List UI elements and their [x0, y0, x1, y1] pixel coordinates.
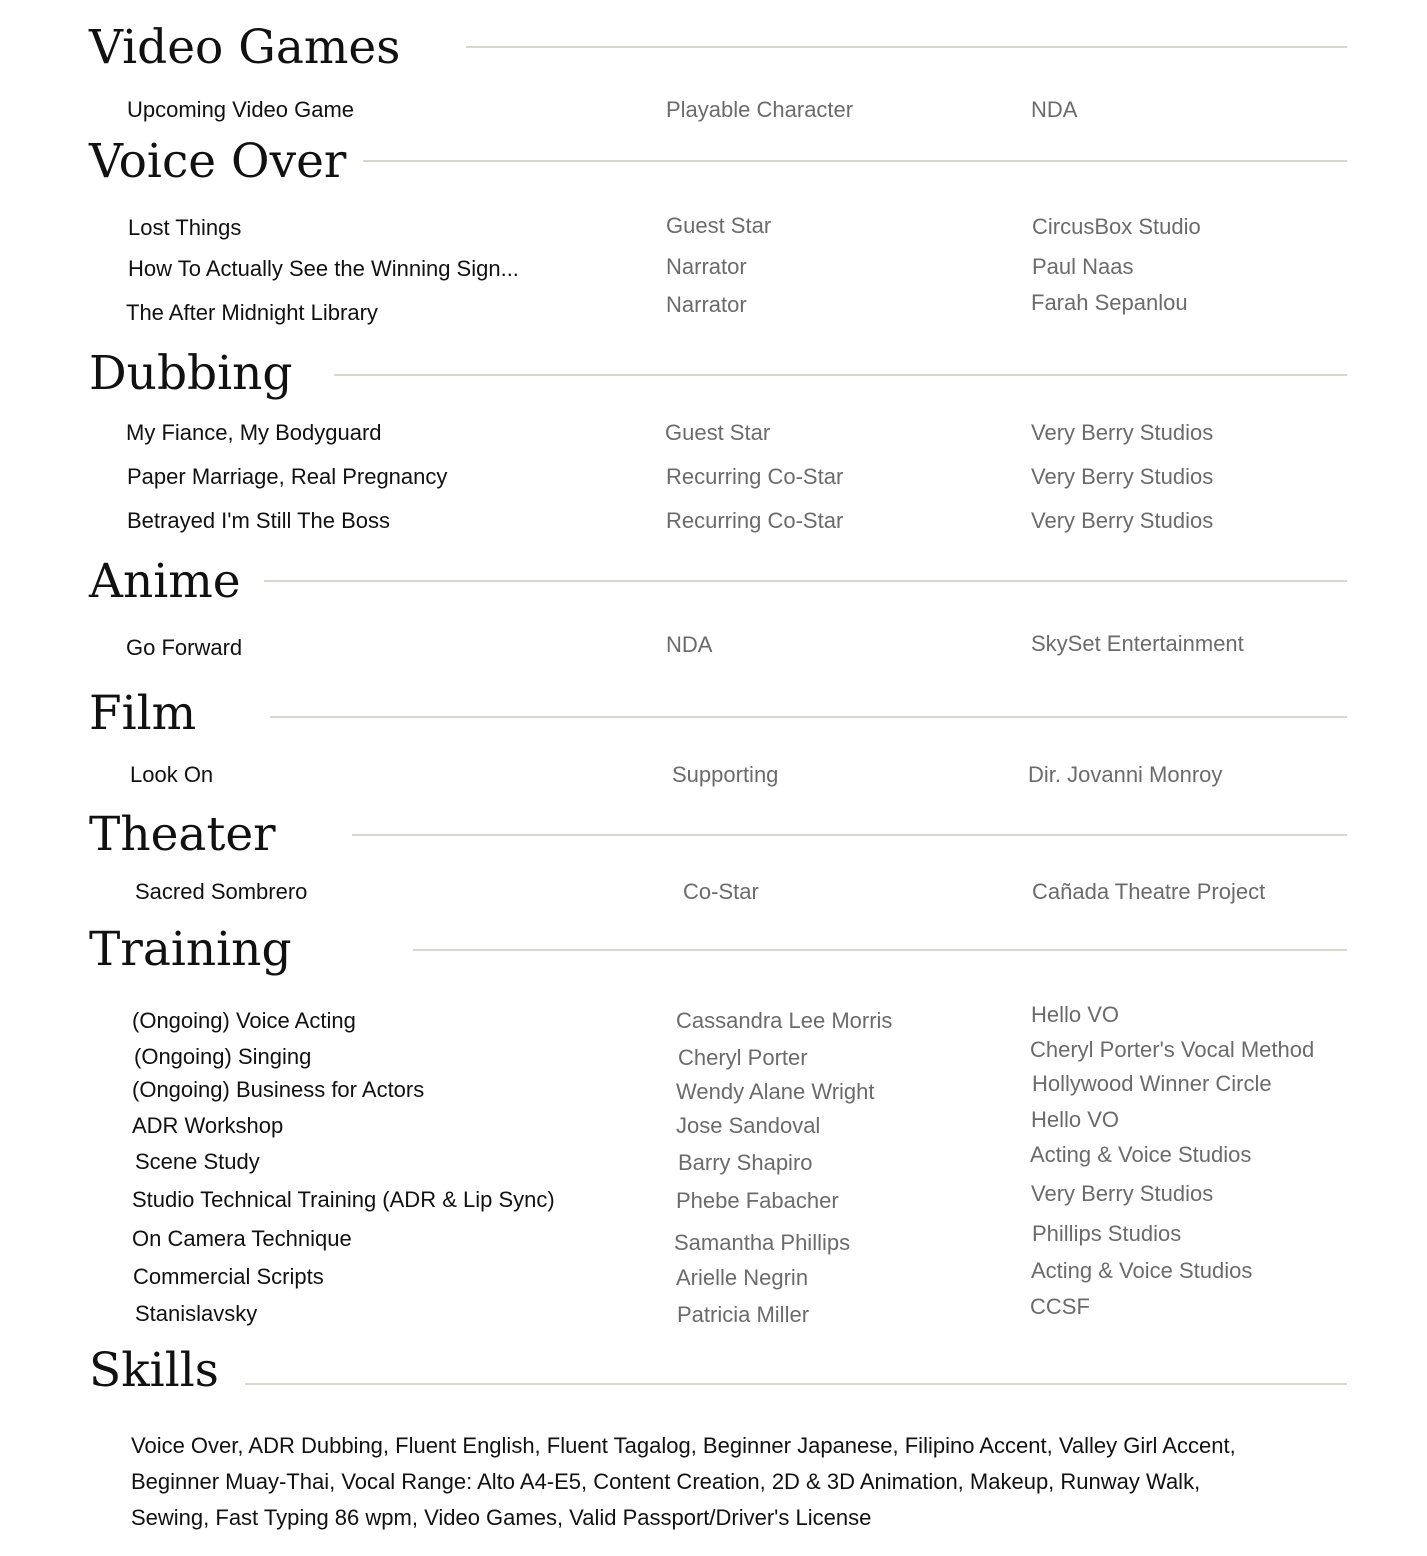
credit-company: Phillips Studios: [1032, 1221, 1182, 1246]
credit-role: Playable Character: [666, 97, 854, 122]
credit-title: Stanislavsky: [135, 1301, 258, 1326]
credit-title: Sacred Sombrero: [135, 879, 308, 904]
credit-role: Cheryl Porter: [678, 1045, 808, 1070]
credit-role: Guest Star: [666, 213, 772, 238]
credit-title: (Ongoing) Voice Acting: [132, 1008, 356, 1033]
credit-role: Wendy Alane Wright: [676, 1079, 875, 1104]
credit-role: Jose Sandoval: [676, 1113, 821, 1138]
section-divider: [264, 580, 1347, 582]
credit-title: On Camera Technique: [132, 1226, 352, 1251]
credit-role: Narrator: [666, 292, 747, 317]
section-heading-anime: Anime: [89, 554, 241, 609]
credit-company: NDA: [1031, 97, 1078, 122]
credit-role: Recurring Co-Star: [666, 508, 844, 533]
section-divider: [413, 949, 1347, 951]
credit-title: Scene Study: [135, 1149, 260, 1174]
section-heading-video-games: Video Games: [89, 20, 401, 75]
section-divider: [245, 1383, 1347, 1385]
credit-role: Phebe Fabacher: [676, 1188, 839, 1213]
credit-role: Cassandra Lee Morris: [676, 1008, 893, 1033]
credit-title: How To Actually See the Winning Sign...: [128, 256, 519, 281]
section-heading-film: Film: [89, 686, 197, 741]
credit-title: (Ongoing) Business for Actors: [132, 1077, 425, 1102]
credit-company: Acting & Voice Studios: [1031, 1258, 1253, 1283]
credit-company: SkySet Entertainment: [1031, 631, 1244, 656]
credit-role: Recurring Co-Star: [666, 464, 844, 489]
credit-company: Very Berry Studios: [1031, 1181, 1214, 1206]
section-heading-theater: Theater: [89, 807, 276, 862]
credit-company: Hello VO: [1031, 1107, 1120, 1132]
section-divider: [352, 834, 1347, 836]
credit-title: Studio Technical Training (ADR & Lip Sync): [132, 1187, 555, 1212]
section-heading-skills: Skills: [89, 1343, 219, 1398]
credit-company: CCSF: [1030, 1294, 1090, 1319]
credit-role: Barry Shapiro: [678, 1150, 813, 1175]
credit-role: Narrator: [666, 254, 747, 279]
credit-title: The After Midnight Library: [126, 300, 378, 325]
credit-title: (Ongoing) Singing: [134, 1044, 312, 1069]
credit-title: Betrayed I'm Still The Boss: [127, 508, 391, 533]
credit-role: NDA: [666, 632, 713, 657]
credit-role: Arielle Negrin: [676, 1265, 809, 1290]
section-divider: [334, 374, 1347, 376]
credit-company: Very Berry Studios: [1031, 464, 1214, 489]
section-heading-training: Training: [89, 922, 292, 977]
credit-title: ADR Workshop: [132, 1113, 284, 1138]
credit-role: Patricia Miller: [677, 1302, 810, 1327]
skills-list: Voice Over, ADR Dubbing, Fluent English, Fluent Tagalog, Beginner Japanese, Filipino Accent, Valley Girl Accent, Beginner Muay-Thai, Vocal Range: Alto A4-E5, Content Creation, 2D & 3D Animation, Makeup, Runway Walk, Sewing, Fast Typing 86 wpm, Video Games, Valid Passport/Driver's License: [131, 1433, 1236, 1530]
credit-company: Very Berry Studios: [1031, 420, 1214, 445]
credit-company: Dir. Jovanni Monroy: [1028, 762, 1223, 787]
section-divider: [270, 716, 1347, 718]
section-heading-dubbing: Dubbing: [89, 346, 293, 401]
section-heading-voice-over: Voice Over: [89, 134, 347, 189]
credit-company: CircusBox Studio: [1032, 214, 1201, 239]
credit-company: Paul Naas: [1032, 254, 1134, 279]
credit-role: Co-Star: [683, 879, 759, 904]
credit-title: Paper Marriage, Real Pregnancy: [127, 464, 448, 489]
credit-company: Acting & Voice Studios: [1030, 1142, 1252, 1167]
credit-company: Hollywood Winner Circle: [1032, 1071, 1272, 1096]
credit-title: Go Forward: [126, 635, 243, 660]
credit-company: Cañada Theatre Project: [1032, 879, 1266, 904]
section-divider: [466, 46, 1347, 48]
credit-title: Commercial Scripts: [133, 1264, 324, 1289]
credit-role: Supporting: [672, 762, 779, 787]
credit-company: Farah Sepanlou: [1031, 290, 1188, 315]
credit-company: Cheryl Porter's Vocal Method: [1030, 1037, 1315, 1062]
credit-company: Very Berry Studios: [1031, 508, 1214, 533]
credit-title: My Fiance, My Bodyguard: [126, 420, 382, 445]
credit-title: Lost Things: [128, 215, 242, 240]
credit-role: Guest Star: [665, 420, 771, 445]
credit-title: Look On: [130, 762, 214, 787]
credit-title: Upcoming Video Game: [127, 97, 355, 122]
section-divider: [363, 160, 1347, 162]
credit-role: Samantha Phillips: [674, 1230, 851, 1255]
credit-company: Hello VO: [1031, 1002, 1120, 1027]
